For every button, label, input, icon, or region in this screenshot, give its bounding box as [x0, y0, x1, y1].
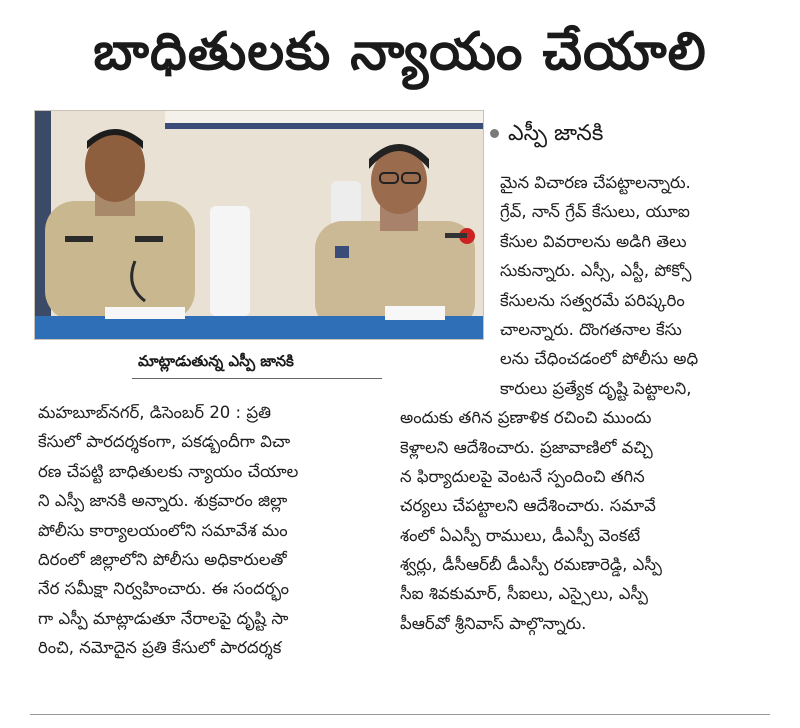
text-line: నేర సమీక్షా నిర్వహించారు. ఈ సందర్భం — [38, 579, 289, 599]
text-line: ని ఎస్పీ జానకి అన్నారు. శుక్రవారం జిల్లా — [38, 491, 288, 511]
text-line: లను చేధించడంలో పోలీసు అధి — [500, 349, 699, 369]
text-line: కారులు ప్రత్యేక దృష్టి పెట్టాలని, — [500, 378, 692, 398]
text-line: అందుకు తగిన ప్రణాళిక రచించి ముందు — [400, 408, 652, 428]
text-line: సుకున్నారు. ఎస్సీ, ఎస్టీ, పోక్సో — [500, 261, 692, 281]
text-line: మహబూబ్‌నగర్, డిసెంబర్ 20 : ప్రతి — [38, 403, 271, 422]
text-line: రణ చేపట్టి బాధితులకు న్యాయం చేయాల — [38, 461, 299, 481]
caption-divider — [132, 378, 382, 379]
text-line: కేసుల వివరాలను అడిగి తెలు — [500, 231, 687, 251]
text-line: రించి, నమోదైన ప్రతి కేసులో పారదర్శక — [38, 638, 282, 658]
text-line: న ఫిర్యాదులపై వెంటనే స్పందించి తగిన — [400, 466, 645, 486]
text-line: కెళ్లాలని ఆదేశించారు. ప్రజావాణిలో వచ్చి — [400, 437, 653, 457]
bullet-icon — [490, 129, 499, 138]
byline — [508, 116, 603, 152]
text-line: గ్రేవ్, నాన్ గ్రేవ్ కేసులు, యూఐ — [500, 202, 690, 222]
text-line: కేసులో పారదర్శకంగా, పకడ్బందీగా విచా — [38, 432, 291, 452]
text-line: గా ఎస్పీ మాట్లాడుతూ నేరాలపై దృష్టి సా — [38, 608, 289, 628]
text-line: దిరంలో జిల్లాలోని పోలీసు అధికారులతో — [38, 549, 287, 569]
text-line: సీఐ శివకుమార్, సీఐలు, ఎస్సైలు, ఎస్పీ — [400, 584, 648, 604]
article-left-column — [38, 398, 382, 663]
text-line: చర్యలు చేపట్టాలని ఆదేశించారు. సమావే — [400, 496, 656, 516]
text-line: కేసులను సత్వరమే పరిష్కరిం — [500, 290, 685, 310]
text-line: పీఆర్‌వో శ్రీనివాస్ పాల్గొన్నారు. — [400, 613, 587, 633]
text-line: మైన విచారణ చేపట్టాలన్నారు. — [500, 173, 691, 192]
text-line: పోలీసు కార్యాలయంలోని సమావేశ మం — [38, 520, 288, 540]
text-line: చాలన్నారు. దొంగతనాల కేసు — [500, 319, 682, 339]
byline-text: ఎస్పీ జానకి — [508, 121, 604, 146]
headline: బాధితులకు న్యాయం చేయాలి — [93, 22, 707, 82]
bottom-divider — [30, 714, 770, 715]
photo-caption: మాట్లాడుతున్న ఎస్పీ జానకి — [138, 352, 294, 370]
text-line: శంలో ఏఎస్పీ రాములు, డీఎస్పీ వెంకటే — [400, 525, 641, 545]
text-line: శ్వర్లు, డీసీఆర్‌బీ డీఎస్పీ రమణారెడ్డి, ఎస్పీ — [400, 555, 662, 575]
article-right-column — [400, 168, 788, 638]
